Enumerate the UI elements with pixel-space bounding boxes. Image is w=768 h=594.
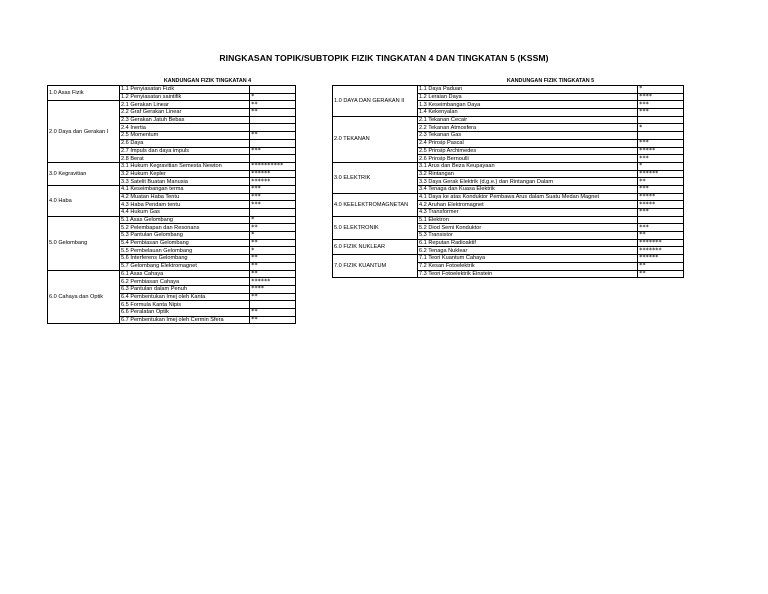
stars-cell: ***** <box>638 147 684 155</box>
stars-cell: *** <box>638 101 684 109</box>
stars-cell <box>250 155 296 163</box>
stars-cell <box>250 124 296 132</box>
topic-cell: 2.6 Prinsip Bernoulli <box>418 155 638 163</box>
stars-cell: ****** <box>250 170 296 178</box>
table-spacer <box>48 77 120 86</box>
table-row <box>48 86 296 94</box>
topic-cell: 3.3 Daya Gerak Elektrik (d.g.e.) dan Rintangan Dalam <box>418 178 638 186</box>
topic-cell: 2.4 Inertia <box>120 124 250 132</box>
topic-cell: 4.3 Haba Pendam tentu <box>120 201 250 209</box>
topic-cell: 5.2 Pelembapan dan Resonans <box>120 224 250 232</box>
topic-cell: 7.1 Teori Kuantum Cahaya <box>418 255 638 263</box>
stars-cell: * <box>250 93 296 101</box>
stars-cell: ****** <box>638 255 684 263</box>
topic-cell: 5.2 Diod Semi Konduktor <box>418 224 638 232</box>
table-row <box>48 270 296 278</box>
stars-cell: ********** <box>250 162 296 170</box>
table-row <box>48 162 296 170</box>
topic-cell: 6.7 Pembentukan Imej oleh Cermin Sfera <box>120 316 250 324</box>
topic-cell: 2.6 Daya <box>120 139 250 147</box>
topic-cell: 6.1 Asas Cahaya <box>120 270 250 278</box>
topic-cell: 1.2 Leraian Daya <box>418 93 638 101</box>
topic-cell: 2.5 Prinsip Archimedes <box>418 147 638 155</box>
topic-cell: 2.2 Graf Gerakan Linear <box>120 109 250 117</box>
table-row <box>48 216 296 224</box>
table-row <box>48 185 296 193</box>
stars-cell: * <box>638 124 684 132</box>
stars-cell: * <box>250 216 296 224</box>
topic-cell: 2.2 Tekanan Atmosfera <box>418 124 638 132</box>
stars-cell: ****** <box>250 278 296 286</box>
stars-cell: ** <box>250 255 296 263</box>
stars-cell <box>250 301 296 309</box>
stars-cell: ** <box>250 132 296 140</box>
stars-cell: * <box>638 86 684 94</box>
stars-cell: ***** <box>638 201 684 209</box>
table-row <box>48 101 296 109</box>
topic-cell: 2.3 Gerakan Jatuh Bebas <box>120 116 250 124</box>
stars-cell <box>250 116 296 124</box>
topic-cell: 3.2 Rintangan <box>418 170 638 178</box>
table-spacer <box>333 77 418 86</box>
stars-cell: **** <box>638 93 684 101</box>
topic-cell: 5.3 Pantulan Gelombang <box>120 232 250 240</box>
stars-cell: *** <box>638 155 684 163</box>
topic-cell: 4.2 Aruhan Elektromagnet <box>418 201 638 209</box>
topic-cell: 2.8 Berat <box>120 155 250 163</box>
stars-cell <box>638 132 684 140</box>
stars-cell: *** <box>638 224 684 232</box>
chapter-cell: 4.0 Haba <box>48 185 120 216</box>
topic-cell: 2.5 Momentum <box>120 132 250 140</box>
stars-cell: *** <box>638 109 684 117</box>
topic-cell: 1.2 Penyiasatan saintifik <box>120 93 250 101</box>
stars-cell <box>638 116 684 124</box>
stars-cell <box>250 86 296 94</box>
topic-cell: 7.3 Teori Fotoelektrik Einstein <box>418 270 638 278</box>
topic-cell: 6.2 Tenaga Nuklear <box>418 247 638 255</box>
stars-cell: *** <box>638 209 684 217</box>
stars-cell: ***** <box>638 193 684 201</box>
stars-cell: *** <box>250 185 296 193</box>
stars-cell: *** <box>638 139 684 147</box>
topic-cell: 2.1 Tekanan Cecair <box>418 116 638 124</box>
stars-cell: ** <box>250 308 296 316</box>
chapter-cell: 2.0 Daya dan Gerakan I <box>48 101 120 163</box>
chapter-cell: 2.0 TEKANAN <box>333 116 418 162</box>
topic-cell: 5.1 Asas Gelombang <box>120 216 250 224</box>
chapter-cell: 5.0 Gelombang <box>48 216 120 270</box>
page-title: RINGKASAN TOPIK/SUBTOPIK FIZIK TINGKATAN 4 DAN TINGKATAN 5 (KSSM) <box>219 53 549 63</box>
topic-cell: 4.4 Hukum Gas <box>120 209 250 217</box>
stars-cell: ** <box>250 101 296 109</box>
topic-cell: 7.2 Kesan Fotoelektrik <box>418 262 638 270</box>
topic-cell: 3.1 Hukum Kegravitian Semesta Newton <box>120 162 250 170</box>
topic-cell: 5.3 Transistor <box>418 232 638 240</box>
chapter-cell: 1.0 Asas Fizik <box>48 86 120 101</box>
topic-cell: 2.7 Impuls dan daya impuls <box>120 147 250 155</box>
table-row <box>333 239 684 247</box>
table-row <box>333 255 684 263</box>
table-body <box>333 86 684 278</box>
stars-cell: ** <box>250 109 296 117</box>
table-row <box>333 86 684 94</box>
stars-cell: * <box>638 162 684 170</box>
topic-cell: 2.3 Tekanan Gas <box>418 132 638 140</box>
stars-cell <box>638 216 684 224</box>
stars-cell: ** <box>250 224 296 232</box>
chapter-cell: 6.0 Cahaya dan Optik <box>48 270 120 324</box>
topic-cell: 4.1 Keseimbangan terma <box>120 185 250 193</box>
stars-cell: * <box>250 232 296 240</box>
topic-cell: 6.5 Formula Kanta Nipis <box>120 301 250 309</box>
chapter-cell: 3.0 Kegravitian <box>48 162 120 185</box>
stars-cell: *** <box>250 193 296 201</box>
topic-cell: 6.6 Peralatan Optik <box>120 308 250 316</box>
topic-cell: 1.3 Keseimbangan Daya <box>418 101 638 109</box>
chapter-cell: 6.0 FIZIK NUKLEAR <box>333 239 418 254</box>
stars-cell: ** <box>638 178 684 186</box>
topic-cell: 3.4 Tenaga dan Kuasa Elektrik <box>418 185 638 193</box>
topic-cell: 3.2 Hukum Kepler <box>120 170 250 178</box>
table-body <box>48 86 296 324</box>
chapter-cell: 4.0 KEELEKTROMAGNETAN <box>333 193 418 216</box>
chapter-cell: 5.0 ELEKTRONIK <box>333 216 418 239</box>
stars-cell: ****** <box>250 178 296 186</box>
stars-cell <box>250 209 296 217</box>
topic-cell: 4.3 Transformer <box>418 209 638 217</box>
topic-cell: 1.1 Penyiasatan Fizik <box>120 86 250 94</box>
topic-cell: 1.4 Kekenyalan <box>418 109 638 117</box>
stars-cell: ******* <box>638 247 684 255</box>
stars-cell: ** <box>250 239 296 247</box>
stars-cell: **** <box>250 285 296 293</box>
stars-cell: ******* <box>638 239 684 247</box>
chapter-cell: 3.0 ELEKTRIK <box>333 162 418 193</box>
table-header: KANDUNGAN FIZIK TINGKATAN 4 <box>163 78 252 84</box>
topic-cell: 5.7 Gelombang Elektromagnet <box>120 262 250 270</box>
table-row <box>333 116 684 124</box>
topic-cell: 3.1 Arus dan Beza Keupayaan <box>418 162 638 170</box>
topic-cell: 5.1 Elektron <box>418 216 638 224</box>
stars-cell: ** <box>638 262 684 270</box>
stars-cell: *** <box>250 201 296 209</box>
topic-cell: 5.4 Pembiasan Gelombang <box>120 239 250 247</box>
topic-cell: 3.3 Satelit Buatan Manusia <box>120 178 250 186</box>
stars-cell <box>250 139 296 147</box>
topic-cell: 4.1 Daya ke atas Konduktor Pembawa Arus dalam Suatu Medan Magnet <box>418 193 638 201</box>
stars-cell: ** <box>250 270 296 278</box>
topic-cell: 5.6 Interferens Gelombang <box>120 255 250 263</box>
table-tingkatan-5 <box>332 77 684 278</box>
topic-cell: 5.5 Pembelauan Gelombang <box>120 247 250 255</box>
topic-cell: 6.3 Pantulan dalam Penuh <box>120 285 250 293</box>
chapter-cell: 7.0 FIZIK KUANTUM <box>333 255 418 278</box>
stars-cell: ** <box>638 270 684 278</box>
table-row <box>333 193 684 201</box>
stars-cell: *** <box>638 185 684 193</box>
topic-cell: 2.1 Gerakan Linear <box>120 101 250 109</box>
topic-cell: 4.2 Muatan Haba Tentu <box>120 193 250 201</box>
topic-cell: 1.1 Daya Paduan <box>418 86 638 94</box>
chapter-cell: 1.0 DAYA DAN GERAKAN II <box>333 86 418 117</box>
stars-cell: ** <box>638 232 684 240</box>
table-row <box>333 162 684 170</box>
table-tingkatan-4 <box>47 77 296 324</box>
stars-cell: ** <box>250 262 296 270</box>
stars-cell: ** <box>250 316 296 324</box>
stars-cell: *** <box>250 147 296 155</box>
table-row <box>333 216 684 224</box>
stars-cell: * <box>250 247 296 255</box>
topic-cell: 6.2 Pembiasan Cahaya <box>120 278 250 286</box>
stars-cell: ** <box>250 293 296 301</box>
table-header: KANDUNGAN FIZIK TINGKATAN 5 <box>506 78 595 84</box>
topic-cell: 2.4 Prinsip Pascal <box>418 139 638 147</box>
stars-cell: ****** <box>638 170 684 178</box>
topic-cell: 6.4 Pembentukan Imej oleh Kanta <box>120 293 250 301</box>
topic-cell: 6.1 Reputan Radioaktif <box>418 239 638 247</box>
